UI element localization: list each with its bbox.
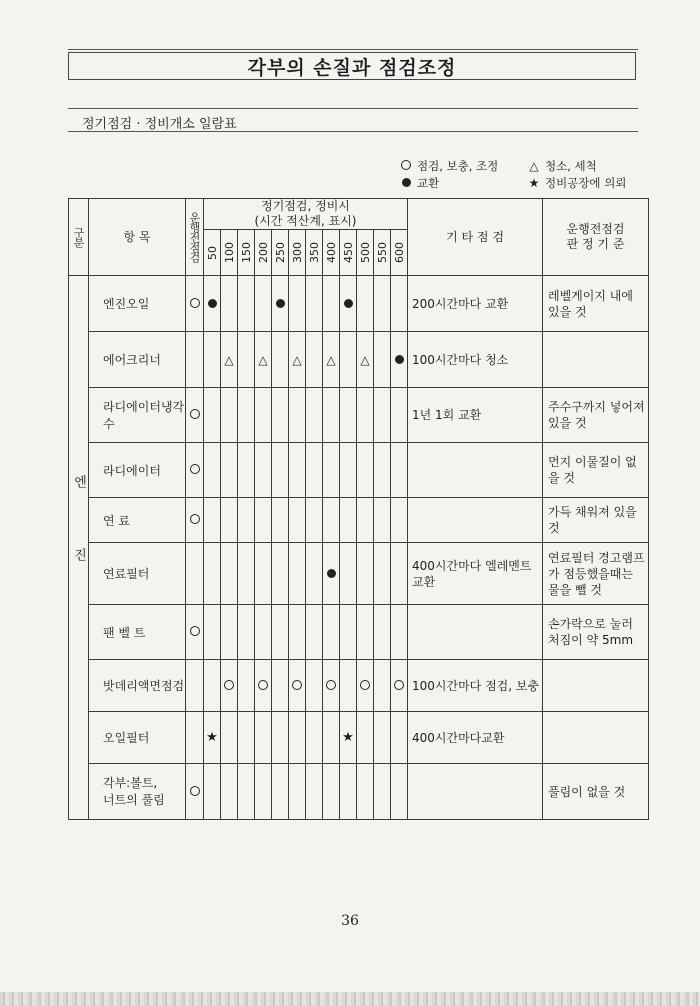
- interval-mark: [306, 276, 323, 332]
- interval-mark: [255, 388, 272, 443]
- interval-mark: [357, 543, 374, 605]
- interval-mark: [306, 498, 323, 543]
- header-other: 기 타 점 검: [408, 199, 543, 276]
- item-name: 팬 벨 트: [89, 605, 186, 660]
- interval-mark: [238, 332, 255, 388]
- interval-mark: [238, 605, 255, 660]
- table-row: [69, 276, 649, 332]
- interval-mark: [289, 660, 306, 712]
- star-icon: ★: [528, 176, 540, 190]
- other-check: 400시간마다교환: [408, 712, 543, 764]
- interval-mark: [374, 712, 391, 764]
- triangle-icon: △: [224, 352, 234, 367]
- interval-mark: [255, 498, 272, 543]
- judge-criteria: 연료필터 경고램프가 점등했을때는 물을 뺄 것: [543, 543, 649, 605]
- interval-mark: [323, 276, 340, 332]
- pre-op-mark: [186, 605, 204, 660]
- interval-mark: [323, 498, 340, 543]
- circle-icon: [190, 409, 200, 419]
- interval-mark: [255, 276, 272, 332]
- interval-mark: [221, 276, 238, 332]
- interval-mark: [255, 605, 272, 660]
- interval-mark: [323, 332, 340, 388]
- interval-mark: [340, 543, 357, 605]
- interval-mark: [391, 443, 408, 498]
- legend-label: 점검, 보충, 조정: [417, 159, 499, 173]
- triangle-icon: △: [529, 159, 539, 173]
- item-name: 연 료: [89, 498, 186, 543]
- triangle-icon: △: [326, 352, 336, 367]
- table-row: [69, 605, 649, 660]
- interval-mark: [204, 443, 221, 498]
- item-name: 엔진오일: [89, 276, 186, 332]
- interval-header: 100: [221, 230, 238, 276]
- interval-mark: [306, 443, 323, 498]
- interval-mark: [340, 712, 357, 764]
- interval-mark: [340, 605, 357, 660]
- interval-mark: [391, 764, 408, 820]
- interval-mark: [340, 498, 357, 543]
- interval-mark: [204, 660, 221, 712]
- interval-mark: [374, 388, 391, 443]
- other-check: [408, 605, 543, 660]
- interval-mark: [357, 605, 374, 660]
- interval-mark: [221, 764, 238, 820]
- pre-op-mark: [186, 388, 204, 443]
- interval-header: 350: [306, 230, 323, 276]
- interval-mark: [272, 543, 289, 605]
- interval-mark: [272, 388, 289, 443]
- interval-mark: [323, 443, 340, 498]
- interval-mark: [204, 498, 221, 543]
- scan-edge: [0, 992, 700, 1006]
- interval-mark: [238, 543, 255, 605]
- interval-mark: [340, 764, 357, 820]
- interval-mark: [374, 764, 391, 820]
- star-icon: ★: [342, 730, 354, 745]
- triangle-icon: △: [360, 352, 370, 367]
- interval-mark: [272, 660, 289, 712]
- page-title-text: 각부의 손질과 점검조정: [247, 56, 457, 79]
- interval-header: 600: [391, 230, 408, 276]
- table-row: [69, 388, 649, 443]
- circle-icon: [190, 626, 200, 636]
- other-check: 200시간마다 교환: [408, 276, 543, 332]
- table-row: [69, 660, 649, 712]
- interval-mark: [221, 712, 238, 764]
- circle-icon: [394, 680, 404, 690]
- other-check: 100시간마다 점검, 보충: [408, 660, 543, 712]
- judge-criteria: [543, 332, 649, 388]
- interval-mark: [357, 498, 374, 543]
- judge-criteria: [543, 660, 649, 712]
- interval-mark: [221, 498, 238, 543]
- subtitle-rule-bottom: [68, 131, 638, 132]
- interval-mark: [238, 276, 255, 332]
- interval-mark: [238, 712, 255, 764]
- interval-header: 550: [374, 230, 391, 276]
- interval-mark: [374, 443, 391, 498]
- interval-mark: [272, 764, 289, 820]
- interval-mark: [272, 498, 289, 543]
- interval-mark: [374, 660, 391, 712]
- interval-mark: [306, 388, 323, 443]
- interval-mark: [357, 276, 374, 332]
- interval-mark: [204, 332, 221, 388]
- interval-mark: [306, 543, 323, 605]
- interval-mark: [272, 443, 289, 498]
- item-name: 밧데리액면점검: [89, 660, 186, 712]
- interval-header: 450: [340, 230, 357, 276]
- circle-icon: [190, 514, 200, 524]
- interval-mark: [255, 712, 272, 764]
- pre-op-mark: [186, 764, 204, 820]
- triangle-icon: △: [292, 352, 302, 367]
- maintenance-table: [68, 198, 649, 820]
- dot-icon: [400, 176, 412, 190]
- interval-mark: [340, 332, 357, 388]
- subtitle-rule-top: [68, 108, 638, 109]
- pre-op-mark: [186, 543, 204, 605]
- judge-criteria: 풀림이 없을 것: [543, 764, 649, 820]
- interval-mark: [391, 276, 408, 332]
- header-item: 항 목: [89, 199, 186, 276]
- page-title: [68, 52, 636, 80]
- circle-icon: [326, 680, 336, 690]
- interval-mark: [272, 605, 289, 660]
- judge-criteria: [543, 712, 649, 764]
- interval-mark: [391, 498, 408, 543]
- other-check: [408, 498, 543, 543]
- table-row: [69, 332, 649, 388]
- circle-icon: [360, 680, 370, 690]
- pre-op-mark: [186, 332, 204, 388]
- legend-star: [528, 175, 626, 191]
- interval-mark: [204, 605, 221, 660]
- subtitle: 정기점검 · 정비개소 일람표: [82, 117, 237, 132]
- table-row: [69, 443, 649, 498]
- legend-triangle: [528, 158, 597, 174]
- interval-mark: [323, 764, 340, 820]
- interval-mark: [238, 498, 255, 543]
- pre-op-mark: [186, 276, 204, 332]
- interval-mark: [238, 388, 255, 443]
- circle-icon: [292, 680, 302, 690]
- interval-mark: [340, 388, 357, 443]
- interval-mark: [221, 660, 238, 712]
- interval-mark: [340, 276, 357, 332]
- interval-mark: [374, 605, 391, 660]
- page-number: 36: [341, 913, 359, 929]
- circle-icon: [258, 680, 268, 690]
- interval-mark: [357, 332, 374, 388]
- table-row: [69, 498, 649, 543]
- interval-header: 150: [238, 230, 255, 276]
- interval-mark: [306, 764, 323, 820]
- interval-mark: [221, 388, 238, 443]
- legend-circle: [400, 158, 498, 174]
- item-name: 연료필터: [89, 543, 186, 605]
- interval-mark: [204, 388, 221, 443]
- interval-mark: [272, 712, 289, 764]
- interval-mark: [391, 543, 408, 605]
- circle-icon: [224, 680, 234, 690]
- other-check: 400시간마다 엘레멘트 교환: [408, 543, 543, 605]
- interval-mark: [255, 443, 272, 498]
- interval-mark: [289, 388, 306, 443]
- dot-icon: [327, 569, 336, 578]
- interval-mark: [289, 276, 306, 332]
- other-check: 1년 1회 교환: [408, 388, 543, 443]
- item-name: 라디에이터냉각수: [89, 388, 186, 443]
- pre-op-mark: [186, 712, 204, 764]
- interval-mark: [238, 660, 255, 712]
- other-check: [408, 443, 543, 498]
- dot-icon: [208, 299, 217, 308]
- interval-mark: [289, 712, 306, 764]
- pre-op-mark: [186, 443, 204, 498]
- interval-mark: [272, 276, 289, 332]
- interval-mark: [255, 332, 272, 388]
- dot-icon: [276, 299, 285, 308]
- interval-mark: [306, 605, 323, 660]
- judge-criteria: 먼지 이물질이 없을 것: [543, 443, 649, 498]
- interval-mark: [323, 660, 340, 712]
- interval-mark: [272, 332, 289, 388]
- interval-mark: [357, 712, 374, 764]
- interval-mark: [306, 712, 323, 764]
- interval-header: 200: [255, 230, 272, 276]
- header-periodic: 정기점검, 정비시 (시간 적산계, 표시): [204, 199, 408, 230]
- interval-mark: [357, 443, 374, 498]
- dot-icon: [395, 355, 404, 364]
- item-name: 오일필터: [89, 712, 186, 764]
- judge-criteria: 레벨게이지 내에 있을 것: [543, 276, 649, 332]
- interval-mark: [289, 764, 306, 820]
- circle-icon: [190, 464, 200, 474]
- judge-criteria: 가득 채워져 있을 것: [543, 498, 649, 543]
- interval-mark: [374, 498, 391, 543]
- section-label: 엔진: [69, 276, 89, 820]
- interval-header: 300: [289, 230, 306, 276]
- interval-mark: [204, 712, 221, 764]
- circle-icon: [190, 298, 200, 308]
- interval-mark: [340, 443, 357, 498]
- header-judge: 운행전점검 판 정 기 준: [543, 199, 649, 276]
- interval-mark: [323, 388, 340, 443]
- pre-op-mark: [186, 660, 204, 712]
- pre-op-mark: [186, 498, 204, 543]
- interval-mark: [306, 660, 323, 712]
- interval-mark: [306, 332, 323, 388]
- interval-header: 500: [357, 230, 374, 276]
- interval-mark: [255, 543, 272, 605]
- interval-mark: [391, 332, 408, 388]
- top-rule: [68, 49, 638, 50]
- interval-mark: [391, 605, 408, 660]
- table-row: [69, 712, 649, 764]
- interval-header: 400: [323, 230, 340, 276]
- judge-criteria: 주수구까지 넣어져 있을 것: [543, 388, 649, 443]
- interval-mark: [289, 498, 306, 543]
- interval-mark: [374, 276, 391, 332]
- interval-mark: [323, 712, 340, 764]
- interval-mark: [204, 276, 221, 332]
- interval-mark: [357, 764, 374, 820]
- interval-mark: [204, 543, 221, 605]
- interval-mark: [289, 332, 306, 388]
- item-name: 각부:볼트, 너트의 풀림: [89, 764, 186, 820]
- interval-mark: [323, 543, 340, 605]
- interval-mark: [289, 443, 306, 498]
- interval-mark: [323, 605, 340, 660]
- interval-mark: [204, 764, 221, 820]
- legend-label: 정비공장에 의뢰: [545, 176, 627, 190]
- interval-mark: [374, 543, 391, 605]
- interval-mark: [374, 332, 391, 388]
- interval-header: 250: [272, 230, 289, 276]
- interval-mark: [357, 388, 374, 443]
- legend-label: 청소, 세척: [545, 159, 597, 173]
- star-icon: ★: [206, 730, 218, 745]
- interval-mark: [221, 332, 238, 388]
- interval-header: 50: [204, 230, 221, 276]
- interval-mark: [357, 660, 374, 712]
- table-row: [69, 764, 649, 820]
- header-pre-op: 운행전점검: [186, 199, 204, 276]
- judge-criteria: 손가락으로 눌러 처짐이 약 5mm: [543, 605, 649, 660]
- interval-mark: [255, 660, 272, 712]
- interval-mark: [255, 764, 272, 820]
- legend-dot: [400, 175, 439, 191]
- interval-mark: [391, 660, 408, 712]
- circle-icon: [190, 786, 200, 796]
- triangle-icon: △: [258, 352, 268, 367]
- table-row: [69, 543, 649, 605]
- interval-mark: [221, 543, 238, 605]
- circle-icon: [400, 159, 412, 173]
- other-check: 100시간마다 청소: [408, 332, 543, 388]
- other-check: [408, 764, 543, 820]
- dot-icon: [344, 299, 353, 308]
- interval-mark: [221, 443, 238, 498]
- interval-mark: [340, 660, 357, 712]
- interval-mark: [289, 605, 306, 660]
- interval-mark: [238, 764, 255, 820]
- legend-label: 교환: [417, 176, 440, 190]
- interval-mark: [221, 605, 238, 660]
- interval-mark: [238, 443, 255, 498]
- interval-mark: [289, 543, 306, 605]
- interval-mark: [391, 712, 408, 764]
- item-name: 라디에이터: [89, 443, 186, 498]
- header-gubun: 구분: [69, 199, 89, 276]
- item-name: 에어크리너: [89, 332, 186, 388]
- interval-mark: [391, 388, 408, 443]
